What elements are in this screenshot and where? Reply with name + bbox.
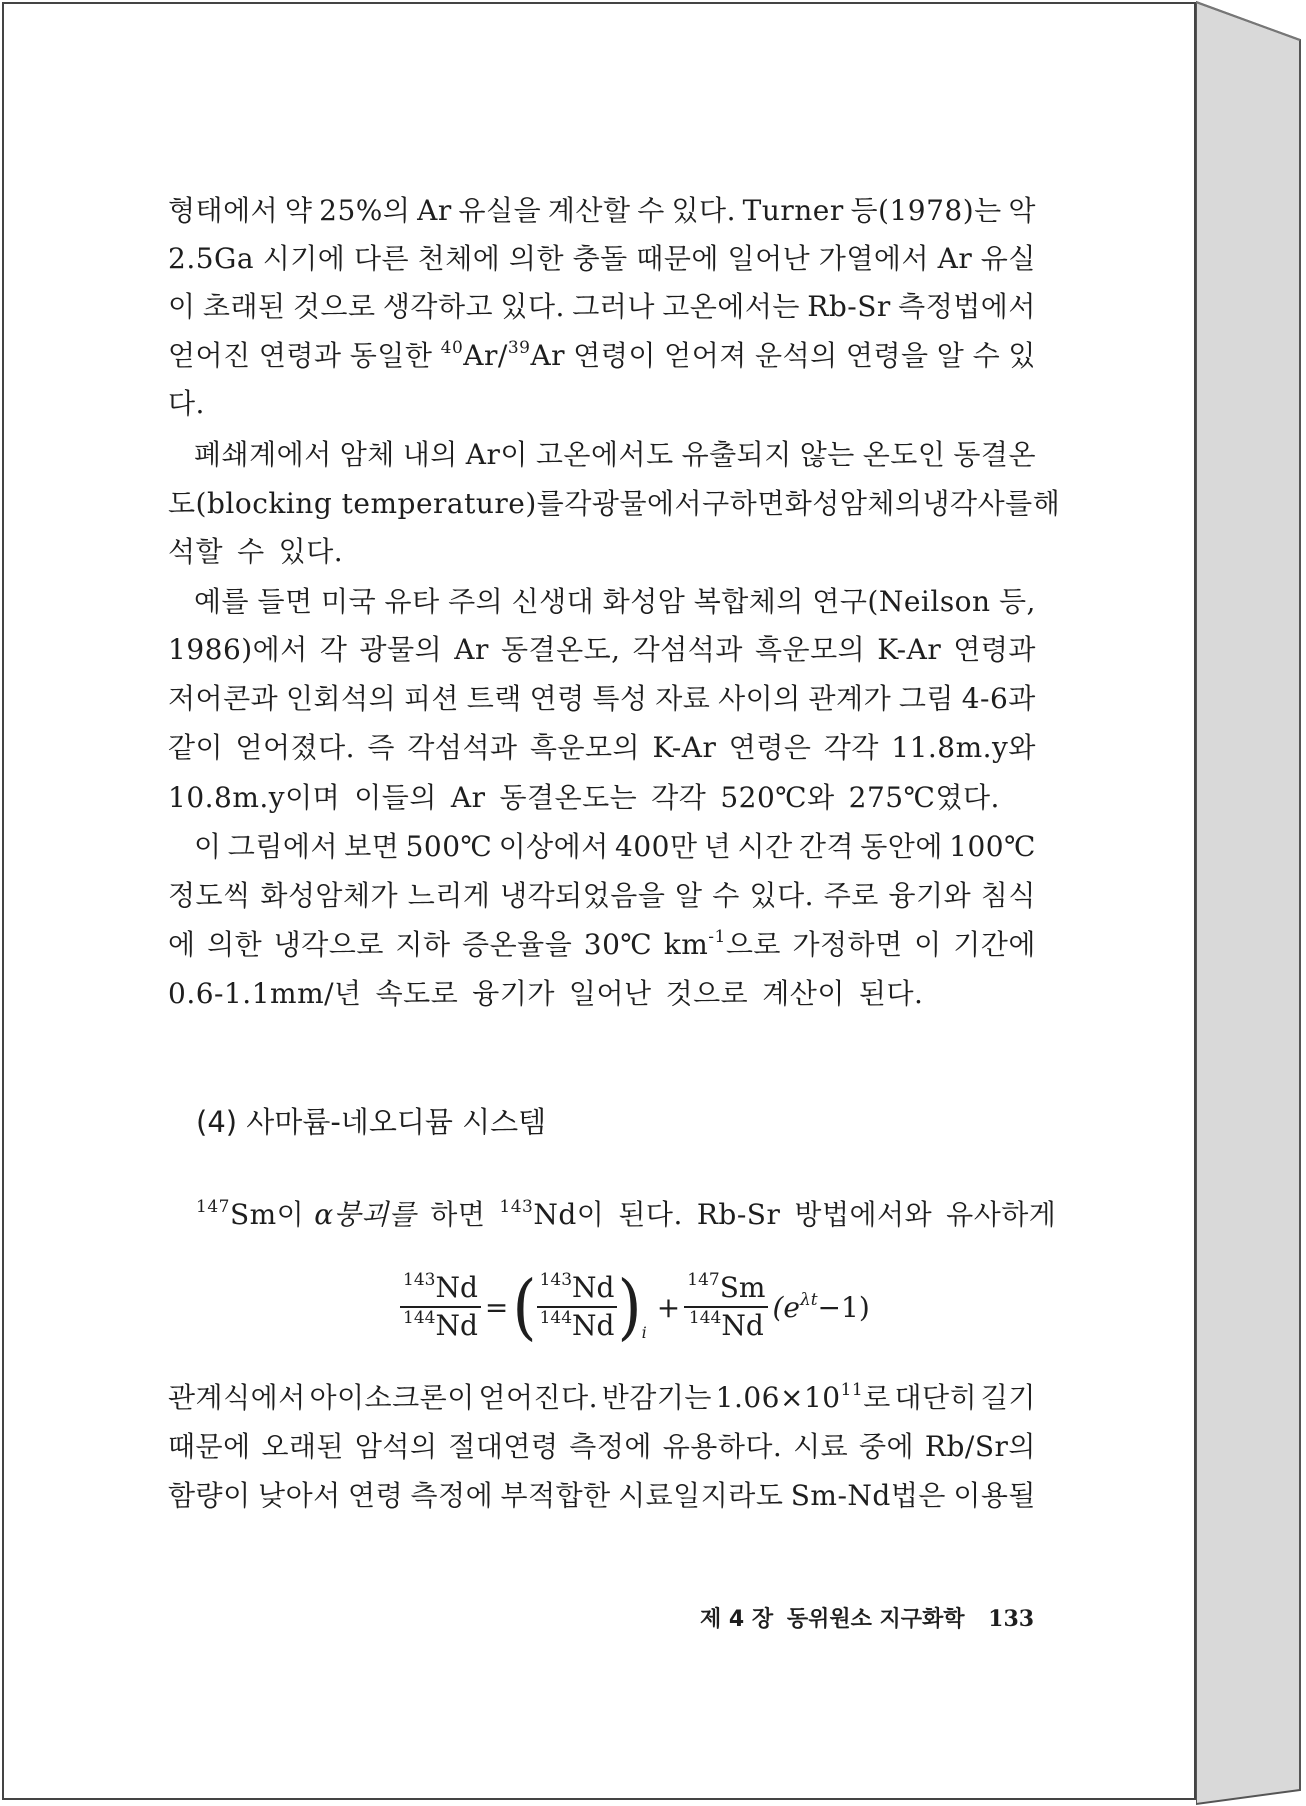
word: 계산이: [762, 977, 845, 1010]
word: 정도씩: [168, 879, 251, 912]
open-paren: (: [512, 1264, 537, 1349]
word: 느리게: [407, 879, 491, 912]
word: 형태에서: [168, 194, 279, 227]
word: 측정법에서: [898, 290, 1036, 323]
word: 연령: [348, 1479, 404, 1512]
sm-isotope: $^{147}$Sm이: [196, 1197, 305, 1231]
word: 폐쇄계에서: [194, 438, 332, 471]
word: 연령과: [258, 339, 342, 372]
word: 2.5Ga: [168, 242, 255, 275]
word: 암석의: [354, 1430, 438, 1463]
word: 화성암: [602, 585, 686, 618]
text-line: [194, 437, 1036, 473]
word: 10.8m.y이며: [168, 781, 341, 814]
word: 의한: [508, 242, 564, 275]
unit-km: $km^{-1}$으로: [663, 927, 781, 961]
word: 주로: [823, 879, 879, 912]
word: 다.: [168, 387, 205, 420]
word: 구하면: [702, 487, 785, 520]
word: 연구(Neilson: [812, 585, 991, 618]
word: 수: [237, 535, 265, 568]
word: 1986)에서: [168, 633, 308, 666]
word: 수: [712, 879, 740, 912]
word: 얻어졌다.: [235, 731, 356, 764]
word: Ar: [450, 781, 486, 814]
word: 고온에서도: [535, 438, 674, 471]
sm-nd-fraction: $\frac{^{147}Sm}{^{144}Nd}$: [684, 1272, 768, 1342]
word: 가열에서: [818, 242, 929, 275]
word: 연령을: [845, 339, 929, 372]
word: 이용될: [953, 1479, 1036, 1512]
word: 각각: [651, 781, 707, 814]
word: 온도인: [862, 438, 946, 471]
initial-ratio-fraction: $\frac{^{143}Nd}{^{144}Nd}$: [537, 1272, 618, 1342]
text-line: [168, 289, 1036, 325]
word: 미국: [321, 585, 377, 618]
word: 등(1978)는: [850, 194, 1002, 227]
word: 유실을: [458, 194, 542, 227]
word: 낮아서: [258, 1479, 341, 1512]
word: 이: [914, 928, 942, 961]
word: 예를: [194, 585, 250, 618]
word: 들면: [257, 585, 313, 618]
word: 동결온: [953, 438, 1036, 471]
word: 동결온도는: [499, 781, 638, 814]
word: Rb/Sr의: [924, 1430, 1036, 1463]
word: 시료일지라도: [618, 1479, 784, 1512]
word: 냉각사를: [922, 487, 1033, 520]
word: 가정하면: [792, 928, 903, 961]
word: K-Ar: [652, 731, 717, 764]
word: 에: [168, 928, 196, 961]
word: 악: [1008, 194, 1036, 227]
word: 400만: [615, 830, 698, 863]
word: 화성암체의: [784, 487, 923, 520]
running-footer: [700, 1604, 1040, 1635]
word: 때문에: [168, 1430, 251, 1463]
word: 30℃: [583, 928, 653, 961]
word: 때문에: [636, 242, 719, 275]
word: 자료: [655, 682, 711, 715]
word: 간격: [798, 830, 854, 863]
word: 것으로: [292, 290, 376, 323]
word: Rb-Sr: [696, 1198, 781, 1231]
text-line: [168, 976, 1036, 1012]
word: 0.6-1.1mm/년: [168, 977, 362, 1010]
word: 수: [637, 194, 665, 227]
word: 증온율을: [462, 928, 573, 961]
word: 내의: [402, 438, 458, 471]
word: 광물의: [359, 633, 443, 666]
word: 얻어진: [168, 339, 251, 372]
equals-sign: =: [484, 1290, 509, 1324]
word: 동결온도,: [500, 633, 621, 666]
text-line: [168, 193, 1036, 229]
word: 융기가: [472, 977, 555, 1010]
word: 있다.: [500, 290, 565, 323]
word: 그림: [898, 682, 954, 715]
word: 사이의: [718, 682, 801, 715]
initial-subscript: i: [641, 1323, 647, 1342]
word: 부적합한: [500, 1479, 611, 1512]
word: 광물에서: [591, 487, 703, 520]
word: 얻어진다.: [478, 1381, 599, 1414]
word: 연령: [529, 682, 585, 715]
word: 관계식에서: [168, 1381, 306, 1414]
word: 100℃: [949, 830, 1036, 863]
chapter-title: 동위원소 지구화학: [786, 1607, 965, 1632]
word: 의한: [207, 928, 263, 961]
isochron-equation: [400, 1262, 870, 1352]
word: 것으로: [665, 977, 749, 1010]
word: 지하: [395, 928, 451, 961]
word: 동일한: [349, 339, 433, 372]
word: 아이소크론이: [309, 1381, 475, 1414]
word: 특성: [592, 682, 648, 715]
text-line: [168, 1429, 1036, 1465]
word: 알: [936, 339, 965, 372]
word: 있다.: [278, 535, 344, 568]
word: 보면: [344, 830, 400, 863]
word: 연령은: [728, 731, 812, 764]
word: 다른: [353, 242, 410, 275]
word: 않는: [799, 438, 855, 471]
word: 연령이: [573, 339, 656, 372]
text-line: [194, 584, 1036, 620]
text-line: [196, 1197, 1064, 1233]
word: 11.8m.y와: [891, 731, 1036, 764]
word: 화성암체가: [260, 879, 399, 912]
word: 275℃였다.: [848, 781, 1000, 814]
half-life-value: $1.06\times 10^{11}$로: [715, 1380, 891, 1414]
word: 함량이: [168, 1479, 251, 1512]
word: 520℃와: [720, 781, 835, 814]
word: 반감기는: [601, 1381, 712, 1414]
word: 얻어져: [664, 339, 747, 372]
text-line: [168, 241, 1036, 277]
word: 있다.: [671, 194, 736, 227]
word: 동안에: [860, 830, 943, 863]
word: 하면: [430, 1198, 486, 1231]
word: 해: [1032, 487, 1061, 520]
word: 있다.: [749, 879, 815, 912]
decay-term: $(e^{\lambda t}-1)$: [772, 1289, 870, 1324]
word: 25%의: [319, 194, 411, 227]
word: 피션: [403, 682, 459, 715]
word: 인회석의: [285, 682, 397, 715]
word: 융기와: [888, 879, 972, 912]
word: 있: [1008, 339, 1036, 372]
word: 알: [675, 879, 703, 912]
word: 중에: [859, 1430, 915, 1463]
word: 이: [168, 290, 196, 323]
word: Sm-Nd법은: [790, 1479, 946, 1512]
word: 대단히: [894, 1381, 978, 1414]
word: 각섬석과: [632, 633, 743, 666]
word: 침식: [980, 879, 1036, 912]
lhs-fraction: $\frac{^{143}Nd}{^{144}Nd}$: [400, 1272, 481, 1342]
word: 측정에: [410, 1479, 494, 1512]
text-line: [168, 1478, 1036, 1514]
word: 계산할: [547, 194, 631, 227]
word: 냉각으로: [273, 928, 384, 961]
word: K-Ar: [877, 633, 942, 666]
word: 수: [972, 339, 1001, 372]
word: 유타: [384, 585, 440, 618]
word: Ar: [417, 194, 452, 227]
word: 이: [194, 830, 222, 863]
text-line: [168, 878, 1036, 914]
text-line: [194, 829, 1036, 865]
alpha-decay: α붕괴를: [314, 1198, 417, 1231]
text-line: [168, 632, 1036, 668]
word: Rb-Sr: [807, 290, 891, 323]
word: 시료: [793, 1430, 849, 1463]
word: 약: [284, 194, 313, 227]
word: 시기에: [262, 242, 346, 275]
word: Ar이: [465, 438, 528, 471]
close-paren: ): [617, 1264, 642, 1349]
word: 시간: [737, 830, 793, 863]
text-line: [168, 780, 1036, 816]
word: 연령과: [953, 633, 1036, 666]
word: 천체에: [417, 242, 501, 275]
word: 충돌: [572, 242, 628, 275]
word: Ar: [937, 242, 973, 275]
word: 흑운모의: [754, 633, 866, 666]
word: 초래된: [202, 290, 286, 323]
word: 등,: [998, 585, 1036, 618]
word: 각각: [823, 731, 879, 764]
word: 방법에서와: [794, 1198, 933, 1231]
text-line: [168, 486, 1061, 522]
word: 속도로: [375, 977, 459, 1010]
word: Turner: [742, 194, 844, 227]
word: 4-6과: [961, 682, 1036, 715]
word: 유실: [980, 242, 1036, 275]
word: 년: [703, 830, 732, 863]
text-line: [168, 1380, 1036, 1416]
text-line: [168, 927, 1036, 963]
isotope-ratio: $^{40}$Ar/$^{39}$Ar: [440, 338, 566, 372]
word: 유용하다.: [662, 1430, 783, 1463]
word: 오래된: [261, 1430, 345, 1463]
word: 이들의: [354, 781, 437, 814]
word: 신생대: [511, 585, 595, 618]
word: 흑운모의: [529, 731, 641, 764]
text-line: [168, 386, 1036, 422]
word: 도(blocking temperature)를: [168, 487, 565, 520]
word: 운석의: [755, 339, 838, 372]
word: 유사하게: [946, 1198, 1057, 1231]
word: 절대연령: [448, 1430, 559, 1463]
word: 냉각되었음을: [500, 879, 666, 912]
word: 그림에서: [227, 830, 338, 863]
word: 복합체의: [693, 585, 804, 618]
word: 각: [564, 487, 592, 520]
word: 트랙: [466, 682, 522, 715]
section-heading: (4) 사마륨-네오디뮴 시스템: [196, 1105, 547, 1139]
plus-sign: +: [656, 1290, 681, 1324]
word: 500℃: [405, 830, 493, 863]
word: 저어콘과: [168, 682, 279, 715]
word: 생각하고: [382, 290, 494, 323]
word: 기간에: [953, 928, 1036, 961]
page-number: 133: [988, 1606, 1035, 1632]
text-line: [168, 681, 1036, 717]
word: 일어난: [727, 242, 811, 275]
word: 고온에서는: [662, 290, 800, 323]
word: 관계가: [808, 682, 892, 715]
nd-isotope: $^{143}$Nd이: [499, 1197, 605, 1231]
word: Ar: [454, 633, 489, 666]
word: 석할: [168, 535, 224, 568]
word: 유출되지: [681, 438, 792, 471]
word: 측정에: [569, 1430, 652, 1463]
word: 일어난: [568, 977, 652, 1010]
word: 이상에서: [498, 830, 609, 863]
word: 된다.: [618, 1198, 683, 1231]
word: 각: [319, 633, 348, 666]
word: 각섬석과: [407, 731, 518, 764]
word: 같이: [168, 731, 224, 764]
page-edge-stack: [1196, 0, 1306, 1806]
word: 암체: [339, 438, 395, 471]
word: 길기: [980, 1381, 1036, 1414]
word: 된다.: [858, 977, 924, 1010]
word: 그러나: [572, 290, 655, 323]
text-line: [168, 338, 1036, 374]
word: 즉: [367, 731, 395, 764]
word: 주의: [448, 585, 504, 618]
text-line: [168, 730, 1036, 766]
chapter-label: 제 4 장: [700, 1607, 774, 1632]
text-line: [168, 534, 1036, 570]
